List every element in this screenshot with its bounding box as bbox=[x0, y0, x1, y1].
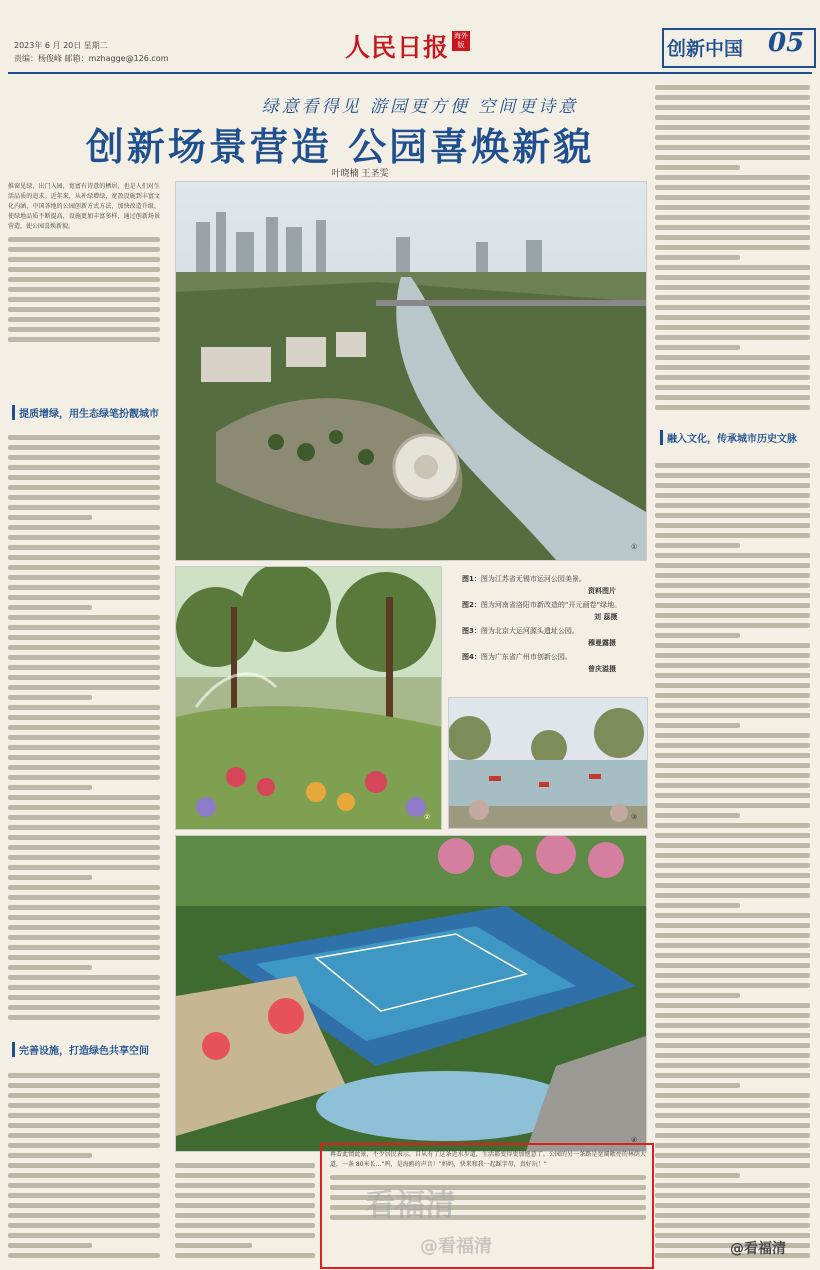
text-line bbox=[8, 1213, 160, 1218]
watermark-2: @看福清 bbox=[420, 1236, 492, 1257]
text-line bbox=[8, 775, 160, 780]
text-line bbox=[8, 1103, 160, 1108]
text-line bbox=[8, 1143, 160, 1148]
text-line bbox=[655, 903, 740, 908]
text-line bbox=[655, 115, 810, 120]
text-line bbox=[8, 595, 160, 600]
text-line bbox=[175, 1253, 315, 1258]
text-line bbox=[655, 1073, 810, 1078]
text-line bbox=[655, 823, 810, 828]
text-line bbox=[8, 825, 160, 830]
text-line bbox=[8, 1163, 160, 1168]
text-line bbox=[8, 1015, 160, 1020]
text-line bbox=[8, 675, 160, 680]
text-line bbox=[655, 833, 810, 838]
text-line bbox=[8, 1093, 160, 1098]
text-line bbox=[655, 523, 810, 528]
text-line bbox=[175, 1203, 315, 1208]
text-line bbox=[655, 543, 740, 548]
text-line bbox=[8, 855, 160, 860]
text-line bbox=[655, 573, 810, 578]
text-line bbox=[8, 885, 160, 890]
photo-1-number: ① bbox=[631, 543, 638, 551]
text-line bbox=[175, 1173, 315, 1178]
text-line bbox=[8, 575, 160, 580]
text-line bbox=[655, 893, 810, 898]
text-line bbox=[655, 175, 810, 180]
text-line bbox=[8, 955, 160, 960]
text-line bbox=[655, 1103, 810, 1108]
text-line bbox=[655, 503, 810, 508]
text-line bbox=[175, 1233, 315, 1238]
text-line bbox=[8, 765, 160, 770]
photo-3-canal-park bbox=[448, 697, 648, 829]
text-line bbox=[655, 943, 810, 948]
text-line bbox=[8, 1113, 160, 1118]
lead-text: 推窗见绿，出门入园，宽富有诗意的栖居，也是人们对生活品质的追求。近年来，从补绿增绿，宽盈设施到丰富文化内涵，中国各地的公园创新方式方法，加快改造升级，使绿地品质不断提高，设施更加丰富多样，通过创新场景营造，使公园喜焕新貌。 bbox=[8, 183, 160, 230]
text-line bbox=[8, 635, 160, 640]
highlighted-excerpt: 再看此情此景，不少居民表示，自从有了这条近水步道，生活都变得更加惬意了。公园的另一条路是宽阔敞亮的林荫大道，一条 80米长…“呜，是海鸥的声音！”妈妈，快来和我一起踩字母，真好玩！” bbox=[330, 1151, 646, 1168]
photo-4-number: ④ bbox=[631, 1136, 638, 1144]
text-line bbox=[175, 1193, 315, 1198]
text-line bbox=[655, 135, 810, 140]
text-line bbox=[655, 1113, 810, 1118]
text-line bbox=[655, 1043, 810, 1048]
credit-2: 刘 蕊摄 bbox=[594, 613, 618, 621]
text-line bbox=[655, 863, 810, 868]
text-line bbox=[655, 1123, 810, 1128]
text-line bbox=[655, 235, 810, 240]
text-line bbox=[655, 385, 810, 390]
watermark-1: 看福清 bbox=[365, 1188, 455, 1223]
text-line bbox=[655, 493, 810, 498]
logo-badge: 海外版 bbox=[454, 32, 468, 49]
text-line bbox=[655, 85, 810, 90]
text-line bbox=[655, 215, 810, 220]
photo-2-luoyang-garden bbox=[175, 566, 442, 830]
text-line bbox=[655, 1193, 810, 1198]
text-line bbox=[655, 463, 810, 468]
text-line bbox=[655, 225, 810, 230]
text-line bbox=[655, 513, 810, 518]
text-line bbox=[655, 983, 810, 988]
text-line bbox=[655, 623, 810, 628]
text-line bbox=[655, 315, 810, 320]
caption-4: 图4：图为广东省广州市创新公园。 bbox=[462, 653, 572, 661]
text-line bbox=[8, 1173, 160, 1178]
text-line bbox=[8, 455, 160, 460]
text-line bbox=[655, 145, 810, 150]
masthead bbox=[0, 0, 820, 72]
text-line bbox=[8, 695, 92, 700]
left-column-body-2 bbox=[8, 1068, 160, 1263]
subhead-3: 融入文化，传承城市历史文脉 bbox=[660, 430, 817, 445]
text-line bbox=[655, 155, 810, 160]
text-line bbox=[655, 295, 810, 300]
text-line bbox=[175, 1163, 315, 1168]
text-line bbox=[655, 853, 810, 858]
text-line bbox=[655, 395, 810, 400]
text-line bbox=[655, 345, 740, 350]
text-line bbox=[655, 663, 810, 668]
text-line bbox=[655, 1013, 810, 1018]
text-line bbox=[8, 815, 160, 820]
text-line bbox=[655, 285, 810, 290]
text-line bbox=[655, 1093, 810, 1098]
text-line bbox=[8, 705, 160, 710]
text-line bbox=[655, 673, 810, 678]
subhead-1: 提质增绿，用生态绿笔扮靓城市 bbox=[12, 405, 169, 420]
text-line bbox=[8, 565, 160, 570]
text-line bbox=[655, 473, 810, 478]
text-line bbox=[8, 475, 160, 480]
photo-4-guangzhou-sports-park bbox=[175, 835, 647, 1152]
text-line bbox=[8, 965, 92, 970]
text-line bbox=[8, 895, 160, 900]
text-line bbox=[8, 665, 160, 670]
text-line bbox=[655, 365, 810, 370]
text-line bbox=[8, 715, 160, 720]
text-line bbox=[8, 685, 160, 690]
text-line bbox=[655, 783, 810, 788]
text-line bbox=[655, 375, 810, 380]
text-line bbox=[655, 633, 740, 638]
subhead-2: 完善设施，打造绿色共享空间 bbox=[12, 1042, 169, 1057]
photo-1-aerial-park bbox=[175, 181, 647, 561]
text-line bbox=[655, 1063, 810, 1068]
text-line bbox=[8, 925, 160, 930]
text-line bbox=[655, 603, 810, 608]
text-line bbox=[8, 735, 160, 740]
text-line bbox=[655, 733, 810, 738]
text-line bbox=[655, 933, 810, 938]
text-line bbox=[8, 755, 160, 760]
text-line bbox=[8, 585, 160, 590]
text-line bbox=[8, 435, 160, 440]
newspaper-logo: 人民日报 bbox=[345, 33, 450, 62]
text-line bbox=[8, 845, 160, 850]
headline-kicker: 绿意看得见 游园更方便 空间更诗意 bbox=[261, 97, 579, 117]
photo-3-number: ③ bbox=[631, 813, 638, 821]
credit-3: 穆曼露摄 bbox=[588, 639, 616, 647]
text-line bbox=[655, 1023, 810, 1028]
text-line bbox=[655, 95, 810, 100]
text-line bbox=[655, 1163, 810, 1168]
text-line bbox=[8, 935, 160, 940]
text-line bbox=[655, 553, 810, 558]
text-line bbox=[8, 1123, 160, 1128]
text-line bbox=[655, 105, 810, 110]
issue-date: 2023年 6 月 20日 星期二 bbox=[14, 41, 108, 50]
text-line bbox=[8, 1243, 92, 1248]
text-line bbox=[655, 1183, 810, 1188]
text-line bbox=[8, 865, 160, 870]
watermark-3: @看福清 bbox=[730, 1241, 786, 1257]
text-line bbox=[8, 495, 160, 500]
text-line bbox=[8, 975, 160, 980]
editor-line: 责编：杨俊峰 邮箱：mzhagge@126.com bbox=[14, 54, 169, 63]
text-line bbox=[655, 873, 810, 878]
text-line bbox=[655, 813, 740, 818]
text-line bbox=[655, 355, 810, 360]
text-line bbox=[655, 593, 810, 598]
text-line bbox=[655, 1133, 810, 1138]
text-line bbox=[8, 995, 160, 1000]
text-line bbox=[655, 713, 810, 718]
text-line bbox=[8, 625, 160, 630]
text-line bbox=[8, 835, 160, 840]
text-line bbox=[8, 905, 160, 910]
text-line bbox=[8, 555, 160, 560]
text-line bbox=[655, 165, 740, 170]
text-line bbox=[8, 605, 92, 610]
text-line bbox=[655, 583, 810, 588]
section-label: 创新中国 bbox=[667, 38, 744, 60]
text-line bbox=[8, 1203, 160, 1208]
text-line bbox=[8, 525, 160, 530]
right-column-body-1 bbox=[655, 80, 810, 415]
text-line bbox=[655, 773, 810, 778]
text-line bbox=[655, 793, 810, 798]
text-line bbox=[8, 505, 160, 510]
text-line bbox=[655, 723, 740, 728]
byline: 叶晓楠 王圣雯 bbox=[331, 169, 389, 179]
text-line bbox=[8, 915, 160, 920]
text-line bbox=[655, 883, 810, 888]
text-line bbox=[8, 485, 160, 490]
text-line bbox=[655, 483, 810, 488]
text-line bbox=[8, 945, 160, 950]
text-line bbox=[8, 1005, 160, 1010]
text-line bbox=[655, 993, 740, 998]
text-line bbox=[655, 613, 810, 618]
photo-captions bbox=[448, 570, 648, 690]
text-line bbox=[655, 305, 810, 310]
text-line bbox=[175, 1213, 315, 1218]
text-line bbox=[8, 785, 92, 790]
text-line bbox=[655, 265, 810, 270]
text-line bbox=[655, 1203, 810, 1208]
top-rule bbox=[8, 72, 812, 74]
text-line bbox=[8, 645, 160, 650]
text-line bbox=[8, 655, 160, 660]
page-number: 05 bbox=[768, 28, 805, 58]
text-line bbox=[655, 255, 740, 260]
text-line bbox=[8, 445, 160, 450]
text-line bbox=[655, 275, 810, 280]
text-line bbox=[655, 743, 810, 748]
text-line bbox=[655, 335, 810, 340]
text-line bbox=[655, 843, 810, 848]
text-line bbox=[8, 535, 160, 540]
text-line bbox=[8, 795, 160, 800]
text-line bbox=[655, 195, 810, 200]
text-line bbox=[655, 913, 810, 918]
text-line bbox=[8, 1253, 160, 1258]
text-line bbox=[655, 753, 810, 758]
text-line bbox=[8, 515, 92, 520]
text-line bbox=[8, 1223, 160, 1228]
text-line bbox=[655, 683, 810, 688]
text-line bbox=[8, 745, 160, 750]
text-line bbox=[655, 953, 810, 958]
text-line bbox=[655, 1143, 810, 1148]
text-line bbox=[655, 125, 810, 130]
right-column-body-2 bbox=[655, 458, 810, 1263]
text-line bbox=[8, 1183, 160, 1188]
text-line bbox=[655, 563, 810, 568]
text-line bbox=[8, 1133, 160, 1138]
text-line bbox=[655, 1003, 810, 1008]
text-line bbox=[655, 405, 810, 410]
text-line bbox=[655, 185, 810, 190]
text-line bbox=[175, 1223, 315, 1228]
credit-1: 资料图片 bbox=[588, 587, 616, 595]
text-line bbox=[655, 653, 810, 658]
caption-2: 图2：图为河南省洛阳市新改造的“开元画卷”绿地。 bbox=[462, 601, 622, 609]
text-line bbox=[655, 1053, 810, 1058]
text-line bbox=[655, 1083, 740, 1088]
text-line bbox=[8, 1193, 160, 1198]
text-line bbox=[655, 1173, 740, 1178]
text-line bbox=[175, 1183, 315, 1188]
text-line bbox=[655, 533, 810, 538]
text-line bbox=[655, 1033, 810, 1038]
text-line bbox=[655, 245, 810, 250]
caption-1: 图1：图为江苏省无锡市运河公园美景。 bbox=[462, 575, 586, 583]
text-line bbox=[655, 803, 810, 808]
text-line bbox=[8, 1083, 160, 1088]
caption-3: 图3：图为北京大运河源头遗址公园。 bbox=[462, 627, 579, 635]
text-line bbox=[655, 693, 810, 698]
left-column-lead bbox=[8, 182, 160, 392]
text-line bbox=[655, 205, 810, 210]
text-line bbox=[175, 1243, 252, 1248]
text-line bbox=[655, 703, 810, 708]
text-line bbox=[655, 1153, 810, 1158]
text-line bbox=[655, 643, 810, 648]
text-line bbox=[8, 725, 160, 730]
text-line bbox=[655, 963, 810, 968]
headline: 创新场景营造 公园喜焕新貌 bbox=[85, 124, 595, 169]
text-line bbox=[655, 973, 810, 978]
bottom-left-text bbox=[175, 1158, 315, 1263]
text-line bbox=[8, 615, 160, 620]
text-line bbox=[655, 923, 810, 928]
text-line bbox=[8, 465, 160, 470]
text-line bbox=[655, 1223, 810, 1228]
text-line bbox=[8, 1073, 160, 1078]
text-line bbox=[8, 545, 160, 550]
text-line bbox=[655, 763, 810, 768]
text-line bbox=[655, 1213, 810, 1218]
photo-2-number: ② bbox=[424, 813, 431, 821]
text-line bbox=[8, 805, 160, 810]
text-line bbox=[655, 325, 810, 330]
left-column-body-1 bbox=[8, 430, 160, 1025]
credit-4: 曾庆溢摄 bbox=[588, 665, 616, 673]
text-line bbox=[8, 875, 92, 880]
text-line bbox=[8, 1153, 92, 1158]
text-line bbox=[8, 985, 160, 990]
text-line bbox=[8, 1233, 160, 1238]
